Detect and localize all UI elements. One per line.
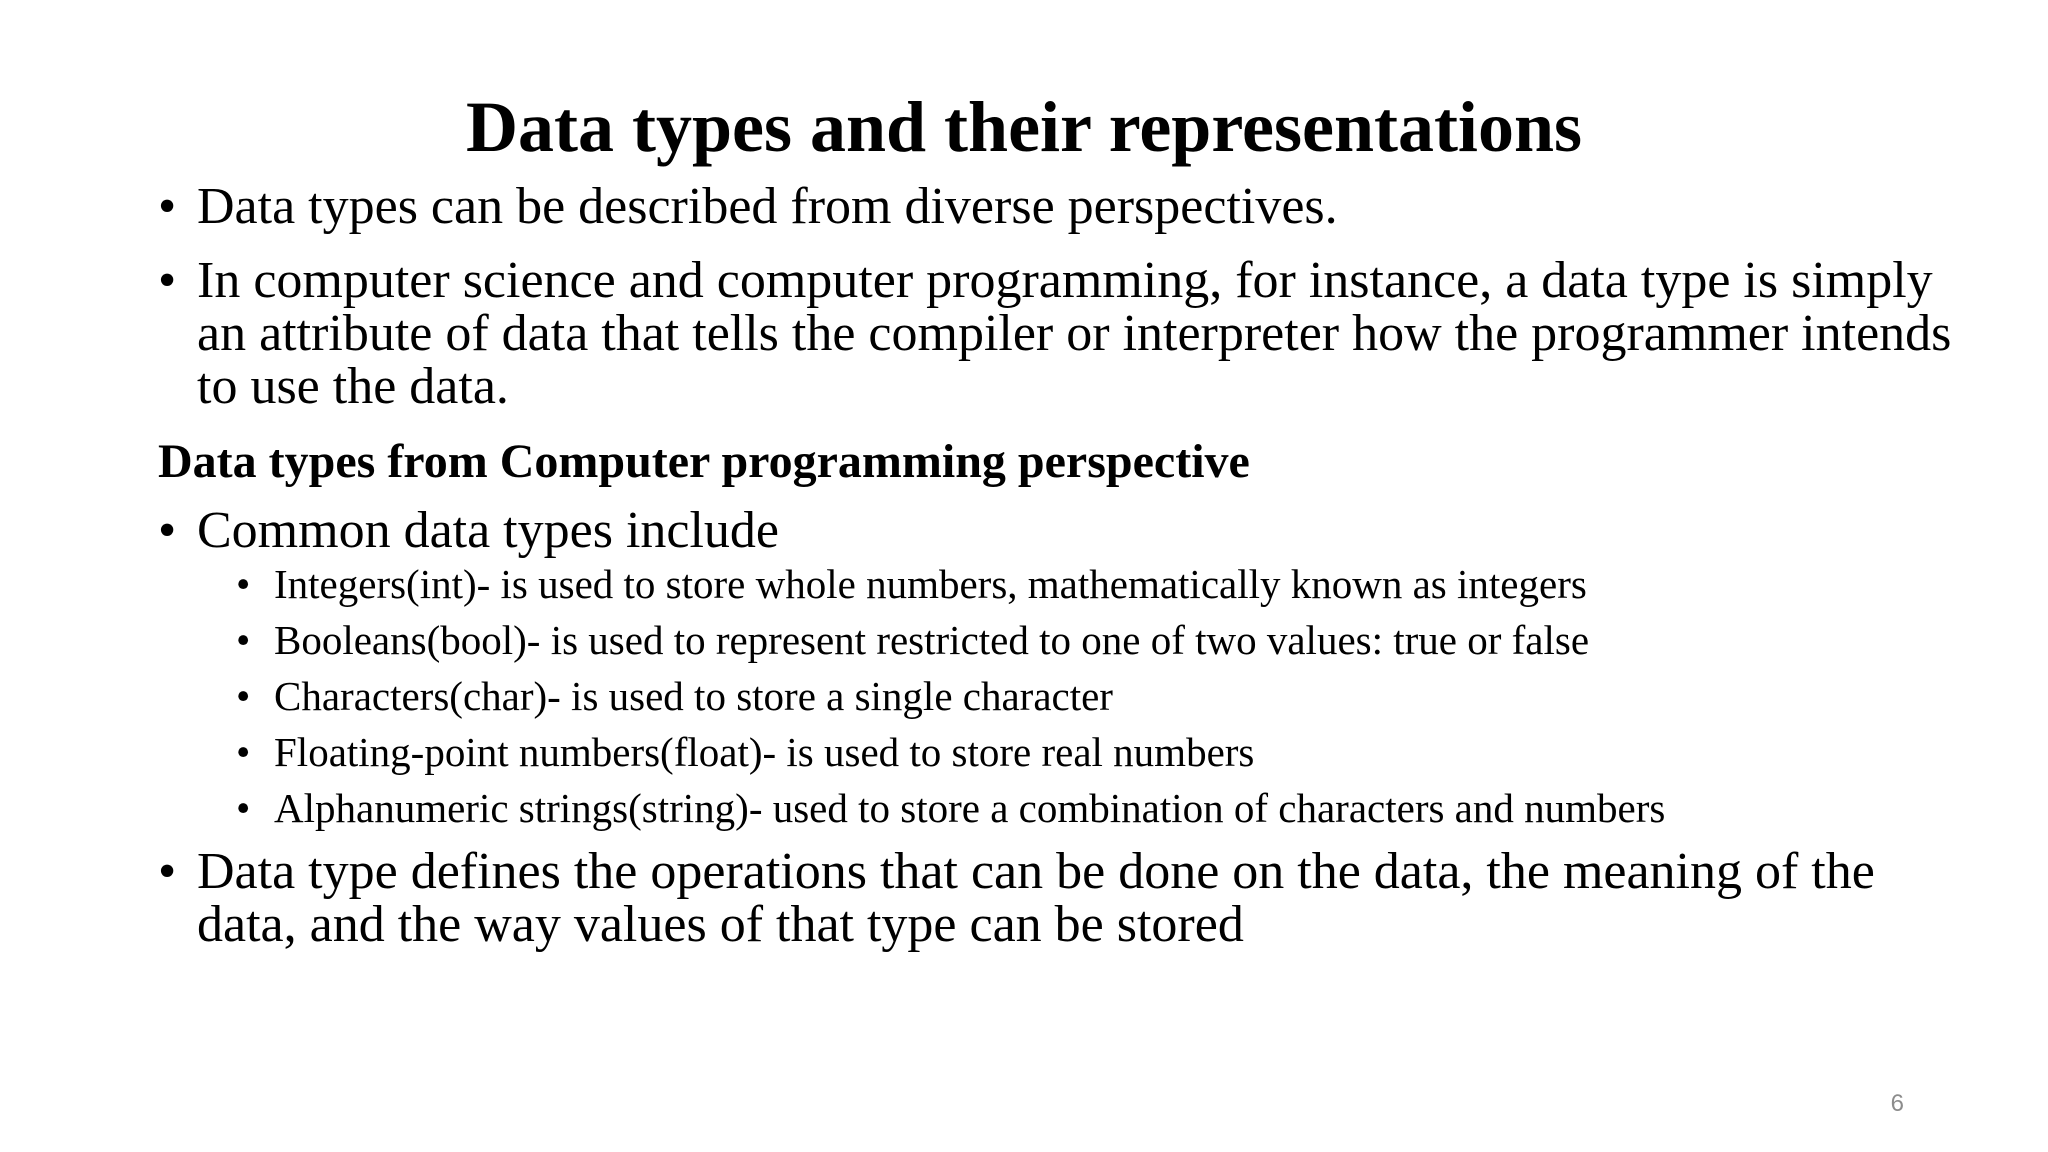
bullet-icon: • <box>158 843 177 900</box>
bullet-icon: • <box>236 617 251 663</box>
data-type-text: Booleans(bool)- is used to represent restricted to one of two values: true or false <box>274 617 1590 663</box>
data-type-text: Integers(int)- is used to store whole numbers, mathematically known as integers <box>274 561 1587 607</box>
bullet-icon: • <box>236 561 251 607</box>
page-number: 6 <box>1890 1090 1904 1117</box>
data-type-item <box>236 673 1958 719</box>
bullet-item <box>158 504 1958 557</box>
slide-body <box>158 180 1958 972</box>
bullet-icon: • <box>236 729 251 775</box>
data-type-item <box>236 729 1958 775</box>
bullet-text: Data types can be described from diverse perspectives. <box>197 178 1338 235</box>
bullet-icon: • <box>236 785 251 831</box>
bullet-text: In computer science and computer programming, for instance, a data type is simply an attribute of data that tells the compiler or interpreter how the programmer intends to use the data. <box>197 252 1952 415</box>
data-type-text: Alphanumeric strings(string)- used to store a combination of characters and numbers <box>274 785 1666 831</box>
bullet-icon: • <box>158 502 177 559</box>
bullet-item <box>158 845 1958 951</box>
bullet-item <box>158 180 1958 233</box>
section-heading: Data types from Computer programming perspective <box>158 435 1250 488</box>
data-type-text: Floating-point numbers(float)- is used to store real numbers <box>274 729 1255 775</box>
bullet-text: Common data types include <box>197 502 780 559</box>
data-type-item <box>236 561 1958 607</box>
bullet-icon: • <box>158 252 177 309</box>
data-type-text: Characters(char)- is used to store a single character <box>274 673 1113 719</box>
bullet-icon: • <box>236 673 251 719</box>
data-type-item <box>236 785 1958 831</box>
data-types-list <box>236 561 1958 831</box>
bullet-text: Data type defines the operations that can be done on the data, the meaning of the data, and the way values of that type can be stored <box>197 843 1875 953</box>
bullet-item <box>158 254 1958 413</box>
data-type-item <box>236 617 1958 663</box>
slide-title: Data types and their representations <box>466 87 1582 167</box>
bullet-icon: • <box>158 178 177 235</box>
